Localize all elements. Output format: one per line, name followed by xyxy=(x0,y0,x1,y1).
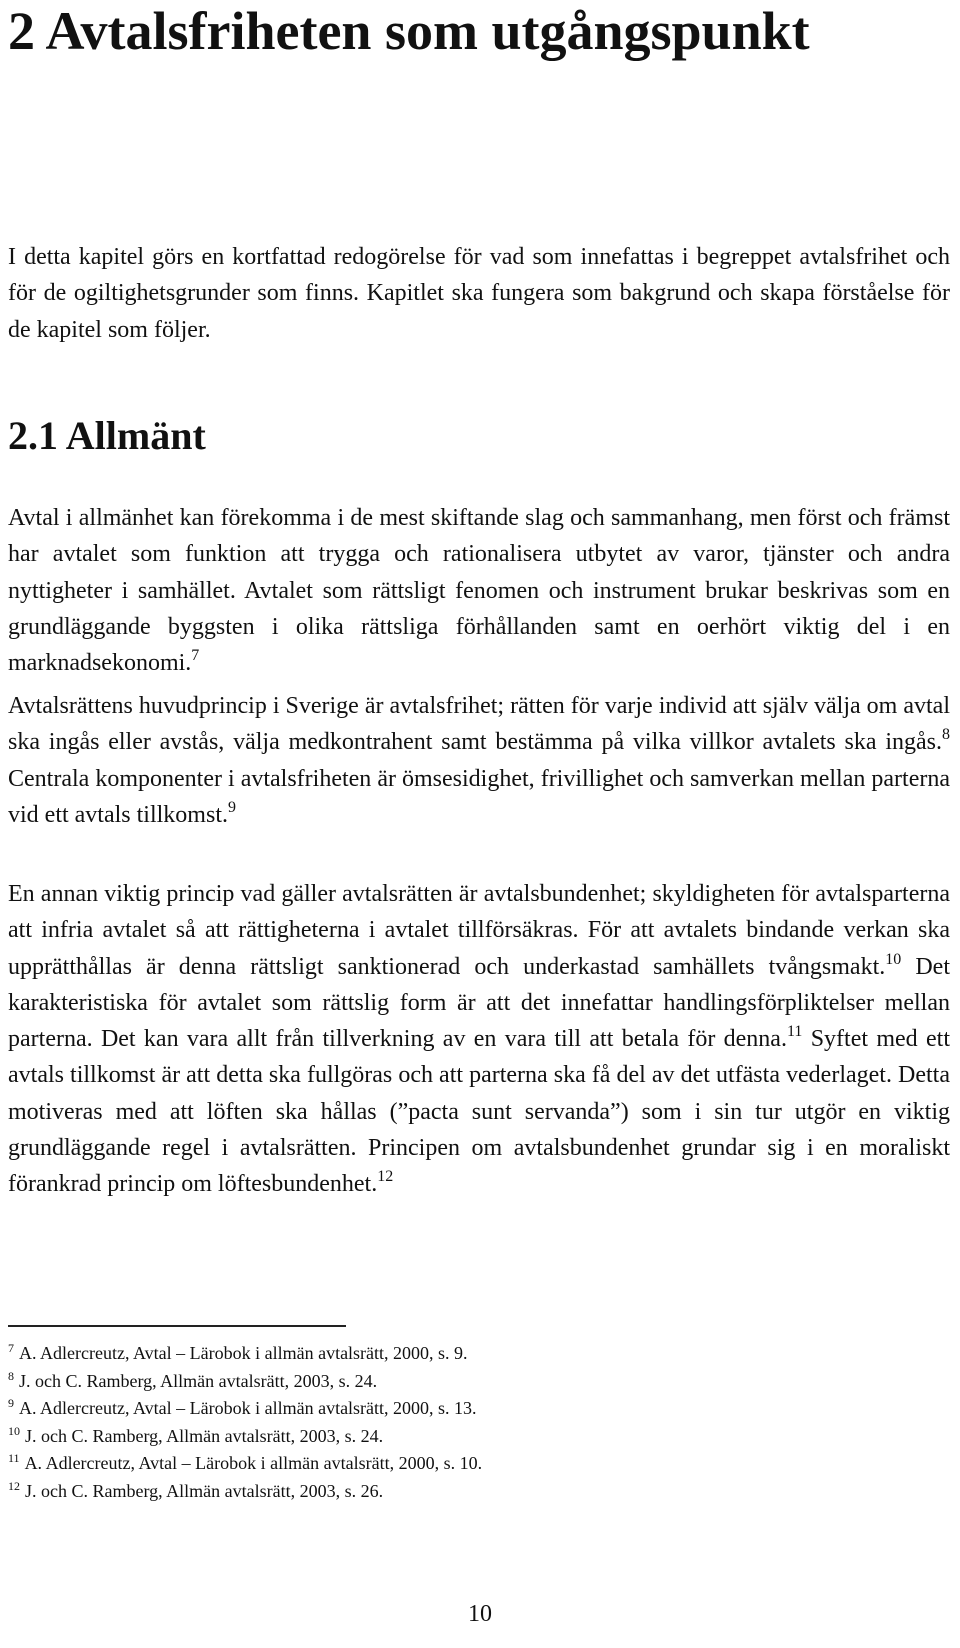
footnote-reference[interactable]: 11 xyxy=(786,1023,803,1041)
footnote-separator xyxy=(8,1325,346,1327)
footnote xyxy=(8,1340,950,1368)
section-title: 2.1 Allmänt xyxy=(8,413,206,458)
paragraph-text: Centrala komponenter i avtalsfriheten är ömsesidighet, frivillighet och samverkan mellan parterna vid ett avtals tillkomst. xyxy=(8,765,950,828)
footnote-text: J. och C. Ramberg, Allmän avtalsrätt, 2003, s. 24. xyxy=(25,1425,384,1446)
footnote-text: A. Adlercreutz, Avtal – Lärobok i allmän avtalsrätt, 2000, s. 9. xyxy=(19,1343,468,1363)
footnote-text: A. Adlercreutz, Avtal – Lärobok i allmän avtalsrätt, 2000, s. 13. xyxy=(19,1398,477,1419)
footnote-reference[interactable]: 10 xyxy=(885,950,902,968)
footnote xyxy=(8,1423,950,1451)
paragraph-text: Avtal i allmänhet kan förekomma i de mest skiftande slag och sammanhang, men först och främst har avtalet som funktion att trygga och rationalisera utbytet av varor, tjänster och andra nyttigheter i samhället. Avtalet som rättsligt fenomen och instrument brukar beskrivas som en grundläggande byggsten i olika rättsliga förhållanden samt en oerhört viktig del i en marknadsekonomi. xyxy=(8,505,950,677)
paragraph-text: Det karakteristiska för avtalet som rättslig form är att det innefattar handlingsförpliktelser mellan parterna. Det kan vara allt från tillverkning av en vara till att betala för denna. xyxy=(8,953,950,1053)
footnote-reference[interactable]: 7 xyxy=(191,647,200,665)
footnote xyxy=(8,1368,950,1396)
footnote-text: J. och C. Ramberg, Allmän avtalsrätt, 2003, s. 24. xyxy=(19,1370,378,1391)
footnote-reference[interactable]: 12 xyxy=(377,1168,394,1186)
footnote-number: 10 xyxy=(8,1423,20,1438)
footnote-text: J. och C. Ramberg, Allmän avtalsrätt, 2003, s. 26. xyxy=(25,1480,384,1501)
footnote-number: 12 xyxy=(8,1478,20,1493)
section-paragraph-2 xyxy=(8,688,950,833)
paragraph-text: Syftet med ett avtals tillkomst är att detta ska fullgöras och att parterna ska få del av det utfästa vederlaget. Detta motiveras med att löften ska hållas (”pacta sunt servanda”) som i sin tur utgör en viktig grundläggande regel i avtalsrätten. Principen om avtalsbundenhet grundar sig i en moraliskt förankrad princip om löftesbundenhet. xyxy=(8,1026,950,1198)
footnote-number: 8 xyxy=(8,1368,14,1383)
footnote-number: 11 xyxy=(8,1451,20,1466)
footnote-list xyxy=(8,1340,950,1506)
footnote-reference[interactable]: 8 xyxy=(942,726,950,744)
page-number: 10 xyxy=(468,1601,492,1627)
footnote-text: A. Adlercreutz, Avtal – Lärobok i allmän avtalsrätt, 2000, s. 10. xyxy=(24,1453,483,1474)
section-paragraph-1 xyxy=(8,500,950,681)
footnote xyxy=(8,1478,950,1506)
footnote-reference[interactable]: 9 xyxy=(227,798,236,816)
footnote xyxy=(8,1450,950,1478)
footnote-number: 7 xyxy=(8,1341,14,1355)
chapter-intro-paragraph: I detta kapitel görs en kortfattad redogörelse för vad som innefattas i begreppet avtalsfrihet och för de ogiltighetsgrunder som finns. Kapitlet ska fungera som bakgrund och skapa förståelse för de kapitel som följer. xyxy=(8,244,950,343)
paragraph-text: Avtalsrättens huvudprincip i Sverige är avtalsfrihet; rätten för varje individ att själv välja om avtal ska ingås eller avstås, välja medkontrahent samt bestämma på vilka villkor avtalets ska ingås. xyxy=(8,693,950,756)
chapter-title: 2 Avtalsfriheten som utgångspunkt xyxy=(8,1,810,61)
section-paragraph-3 xyxy=(8,876,950,1203)
paragraph-text: En annan viktig princip vad gäller avtalsrätten är avtalsbundenhet; skyldigheten för avtalsparterna att infria avtalet så att rättigheterna i avtalet tillförsäkras. För att avtalets bindande verkan ska upprätthållas är denna rättsligt sanktionerad och underkastad samhällets tvångsmakt. xyxy=(8,881,950,980)
footnote xyxy=(8,1395,950,1423)
footnote-number: 9 xyxy=(8,1396,14,1411)
